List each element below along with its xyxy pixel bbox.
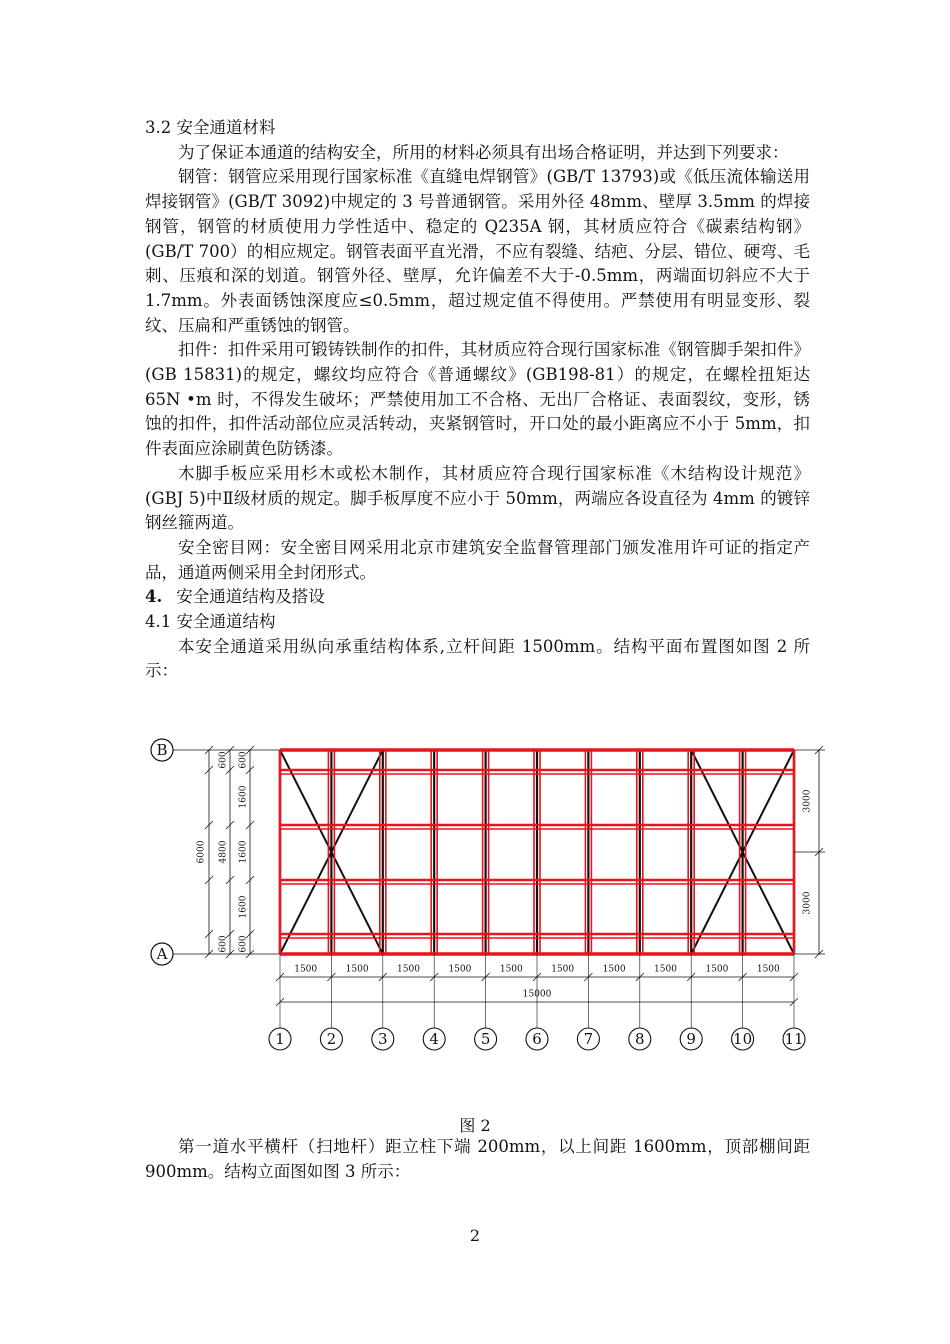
span-label: 1500: [654, 964, 677, 975]
left-segment-label: 1600: [238, 785, 249, 809]
section-4-heading: [145, 585, 810, 610]
section-3-2-heading: 3.2 安全通道材料: [145, 118, 276, 137]
span-label: 1500: [397, 964, 420, 975]
axis-column-label: 1: [275, 1030, 285, 1048]
span-label: 1500: [294, 964, 318, 975]
axis-column-label: 5: [480, 1030, 491, 1048]
left-total-label: 6000: [196, 840, 207, 864]
scaffold-board-paragraph: 木脚手板应采用杉木或松木制作，其材质应符合现行国家标准《木结构设计规范》(GBJ 5)中Ⅱ级材质的规定。脚手板厚度不应小于 50mm，两端应各设直径为 4mm 的镀锌钢丝箍两道。: [145, 463, 810, 533]
page-number: 2: [469, 1226, 481, 1245]
span-label: 1500: [551, 964, 575, 975]
section-4-title: 安全通道结构及搭设: [176, 587, 325, 607]
left-edge-label: 600: [238, 935, 249, 953]
axis-column-label: 11: [784, 1030, 804, 1048]
section-4-number: 4.: [145, 587, 163, 607]
left-segment-label: 1600: [238, 840, 249, 864]
left-inner-label: 4800: [218, 840, 229, 864]
figure-caption: 图 2: [459, 1116, 491, 1135]
axis-row-label: B: [156, 741, 168, 759]
left-edge-label: 600: [238, 751, 249, 769]
body-text-upper: [145, 116, 810, 684]
axis-column-label: 4: [429, 1030, 439, 1048]
span-label: 1500: [602, 964, 626, 975]
left-edge-label: 600: [218, 751, 229, 769]
coupler-paragraph: 扣件：扣件采用可锻铸铁制作的扣件，其材质应符合现行国家标准《钢管脚手架扣件》(GB 15831)的规定，螺纹均应符合《普通螺纹》(GB198-81）的规定，在螺栓扭矩达 65N •m 时，不得发生破坏；严禁使用加工不合格、无出厂合格证、表面裂纹，变形，锈蚀的扣件，扣件活动部位应灵活转动，夹紧钢管时，开口处的最小距离应不小于 5mm，扣件表面应涂刷黄色防锈漆。: [145, 340, 810, 459]
safety-net-paragraph: 安全密目网：安全密目网采用北京市建筑安全监督管理部门颁发准用许可证的指定产品，通道两侧采用全封闭形式。: [145, 537, 810, 582]
left-edge-label: 600: [218, 935, 229, 953]
span-label: 1500: [756, 964, 780, 975]
right-segment-label: 3000: [802, 789, 813, 813]
figure-black-linework: [280, 750, 794, 954]
span-label: 1500: [705, 964, 729, 975]
axis-column-label: 6: [532, 1030, 542, 1048]
axis-column-label: 7: [583, 1030, 594, 1048]
total-length-label: 15000: [522, 989, 552, 1000]
body-text-lower: [145, 1135, 810, 1184]
axis-row-label: A: [156, 945, 168, 963]
section-4-1-paragraph: 本安全通道采用纵向承重结构体系,立杆间距 1500mm。结构平面布置图如图 2 所示：: [145, 636, 810, 681]
axis-column-label: 3: [378, 1030, 388, 1048]
steel-pipe-paragraph: 钢管：钢管应采用现行国家标准《直缝电焊钢管》(GB/T 13793)或《低压流体输送用焊接钢管》(GB/T 3092)中规定的 3 号普通钢管。采用外径 48mm、壁厚 3.5mm 的焊接钢管，钢管的材质使用力学性适中、稳定的 Q235A 钢，其材质应符合《碳素结构钢》(GB/T 700）的相应规定。钢管表面平直光滑，不应有裂缝、结疤、分层、错位、硬弯、毛刺、压痕和深的划道。钢管外径、壁厚，允许偏差不大于-0.5mm，两端面切斜应不大于 1.7mm。外表面锈蚀深度应≤0.5mm，超过规定值不得使用。严禁使用有明显变形、裂纹、压扁和严重锈蚀的钢管。: [145, 167, 810, 335]
axis-column-label: 9: [686, 1030, 696, 1048]
section-3-2-intro: 为了保证本通道的结构安全，所用的材料必须具有出场合格证明，并达到下列要求：: [178, 142, 789, 162]
structure-plan-figure: [145, 732, 813, 1062]
span-label: 1500: [448, 964, 472, 975]
right-segment-label: 3000: [802, 891, 813, 915]
section-4-1-heading: 4.1 安全通道结构: [145, 612, 276, 632]
span-label: 1500: [499, 964, 523, 975]
span-label: 1500: [345, 964, 369, 975]
left-segment-label: 1600: [238, 895, 249, 919]
closing-paragraph: 第一道水平横杆（扫地杆）距立柱下端 200mm，以上间距 1600mm，顶部棚间距 900mm。结构立面图如图 3 所示：: [145, 1137, 810, 1181]
axis-column-label: 8: [635, 1030, 645, 1048]
axis-column-label: 2: [326, 1030, 337, 1048]
axis-column-label: 10: [733, 1030, 753, 1048]
